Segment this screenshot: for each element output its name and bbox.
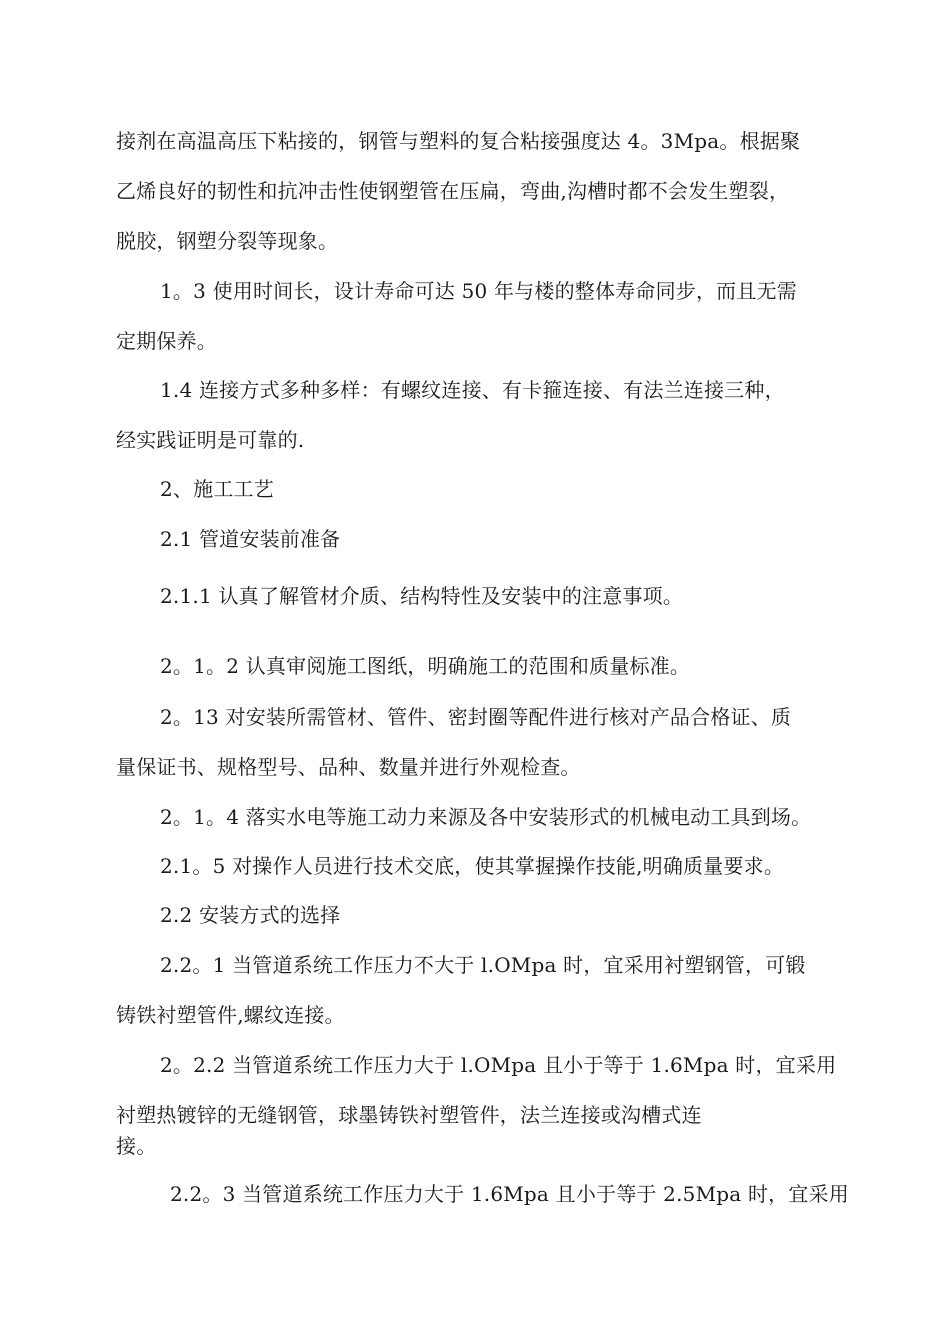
text-line: 2。1。2 认真审阅施工图纸，明确施工的范围和质量标准。 bbox=[160, 654, 691, 678]
text-line: 经实践证明是可靠的. bbox=[116, 428, 305, 452]
text-line: 接。 bbox=[116, 1134, 157, 1158]
text-line: 量保证书、规格型号、品种、数量并进行外观检查。 bbox=[116, 755, 581, 779]
text-line: 2。13 对安装所需管材、管件、密封圈等配件进行核对产品合格证、质 bbox=[160, 705, 792, 729]
subsection-heading: 2.1 管道安装前准备 bbox=[160, 527, 341, 551]
section-heading: 2、施工工艺 bbox=[160, 477, 274, 501]
text-line: 2。2.2 当管道系统工作压力大于 l.OMpa 且小于等于 1.6Mpa 时，宜采用 bbox=[160, 1053, 837, 1077]
text-line: 定期保养。 bbox=[116, 329, 217, 353]
text-line: 脱胶，钢塑分裂等现象。 bbox=[116, 229, 339, 253]
text-line: 2.1。5 对操作人员进行技术交底，使其掌握操作技能,明确质量要求。 bbox=[160, 854, 785, 878]
text-line: 铸铁衬塑管件,螺纹连接。 bbox=[116, 1003, 345, 1027]
subsection-heading: 2.2 安装方式的选择 bbox=[160, 903, 341, 927]
text-line: 2.2。1 当管道系统工作压力不大于 l.OMpa 时，宜采用衬塑钢管，可锻 bbox=[160, 953, 806, 977]
text-line: 2.1.1 认真了解管材介质、结构特性及安装中的注意事项。 bbox=[160, 584, 684, 608]
text-line: 接剂在高温高压下粘接的，钢管与塑料的复合粘接强度达 4。3Mpa。根据聚 bbox=[116, 129, 801, 153]
text-line: 1.4 连接方式多种多样：有螺纹连接、有卡箍连接、有法兰连接三种， bbox=[160, 378, 785, 402]
text-line: 1。3 使用时间长，设计寿命可达 50 年与楼的整体寿命同步，而且无需 bbox=[160, 279, 797, 303]
text-line: 2。1。4 落实水电等施工动力来源及各中安装形式的机械电动工具到场。 bbox=[160, 805, 812, 829]
text-line: 衬塑热镀锌的无缝钢管，球墨铸铁衬塑管件，法兰连接或沟槽式连 bbox=[116, 1103, 702, 1127]
text-line: 2.2。3 当管道系统工作压力大于 1.6Mpa 且小于等于 2.5Mpa 时，宜采用 bbox=[170, 1182, 849, 1206]
text-line: 乙烯良好的韧性和抗冲击性使钢塑管在压扁，弯曲,沟槽时都不会发生塑裂， bbox=[116, 179, 790, 203]
